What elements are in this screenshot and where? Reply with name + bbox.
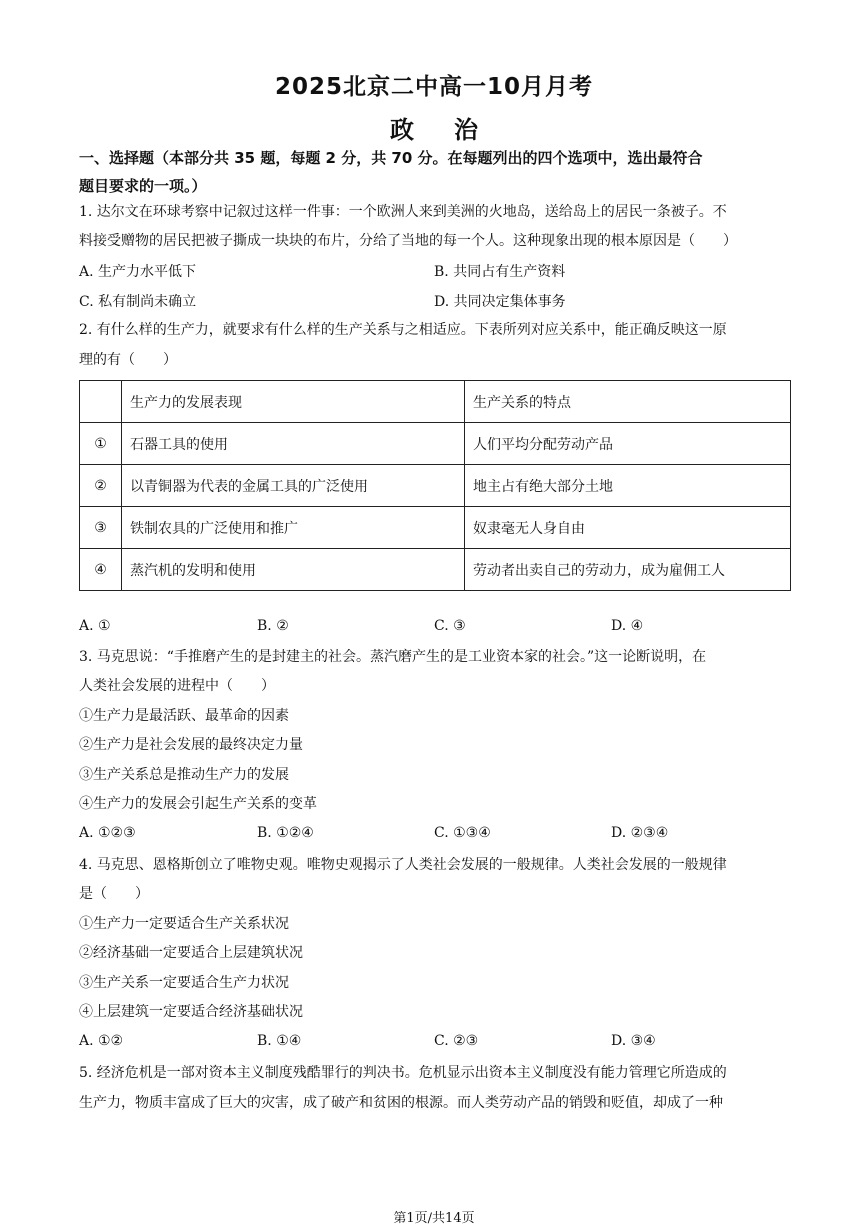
q2-table <box>79 380 791 591</box>
q2-option-c: C. ③ <box>434 618 466 634</box>
table-cell: 蒸汽机的发明和使用 <box>122 549 465 591</box>
q1-option-c: C. 私有制尚未确立 <box>79 294 197 310</box>
table-cell: 以青铜器为代表的金属工具的广泛使用 <box>122 465 465 507</box>
table-cell: ② <box>80 465 122 507</box>
section-heading-line1: 一、选择题（本部分共 35 题，每题 2 分，共 70 分。在每题列出的四个选项中，选出最符合 <box>79 149 703 167</box>
q2-stem-line1: 2. 有什么样的生产力，就要求有什么样的生产关系与之相适应。下表所列对应关系中，能正确反映这一原 <box>79 322 727 338</box>
table-cell: 劳动者出卖自己的劳动力，成为雇佣工人 <box>465 549 791 591</box>
q4-option-c: C. ②③ <box>434 1033 479 1049</box>
q3-item-4: ④生产力的发展会引起生产关系的变革 <box>79 796 317 812</box>
table-row <box>80 465 791 507</box>
q3-item-3: ③生产关系总是推动生产力的发展 <box>79 767 289 783</box>
table-cell: ③ <box>80 507 122 549</box>
exam-subject: 政治 <box>390 116 518 144</box>
q4-item-1: ①生产力一定要适合生产关系状况 <box>79 916 289 932</box>
table-cell: 石器工具的使用 <box>122 423 465 465</box>
q3-item-1: ①生产力是最活跃、最革命的因素 <box>79 708 289 724</box>
table-header-row <box>80 381 791 423</box>
q4-stem-line1: 4. 马克思、恩格斯创立了唯物史观。唯物史观揭示了人类社会发展的一般规律。人类社会发展的一般规律 <box>79 857 727 873</box>
table-cell: ④ <box>80 549 122 591</box>
q1-option-d: D. 共同决定集体事务 <box>434 294 566 310</box>
q4-item-4: ④上层建筑一定要适合经济基础状况 <box>79 1004 303 1020</box>
section-heading-line2: 题目要求的一项。） <box>79 177 207 195</box>
q3-option-a: A. ①②③ <box>79 825 136 841</box>
q3-stem-line2: 人类社会发展的进程中（ ） <box>79 678 275 694</box>
q4-item-2: ②经济基础一定要适合上层建筑状况 <box>79 945 303 961</box>
table-header-cell: 生产关系的特点 <box>465 381 791 423</box>
q4-stem-line2: 是（ ） <box>79 886 149 902</box>
q4-item-3: ③生产关系一定要适合生产力状况 <box>79 975 289 991</box>
q2-option-d: D. ④ <box>611 618 644 634</box>
table-cell: ① <box>80 423 122 465</box>
q3-option-d: D. ②③④ <box>611 825 669 841</box>
q4-option-d: D. ③④ <box>611 1033 656 1049</box>
q3-stem-line1: 3. 马克思说：“手推磨产生的是封建主的社会。蒸汽磨产生的是工业资本家的社会。”这一论断说明，在 <box>79 649 707 665</box>
q2-option-a: A. ① <box>79 618 111 634</box>
q1-stem-line1: 1. 达尔文在环球考察中记叙过这样一件事：一个欧洲人来到美洲的火地岛，送给岛上的居民一条被子。不 <box>79 204 727 220</box>
table-row <box>80 507 791 549</box>
q4-option-a: A. ①② <box>79 1033 124 1049</box>
q3-option-c: C. ①③④ <box>434 825 491 841</box>
table-cell: 地主占有绝大部分土地 <box>465 465 791 507</box>
q2-option-b: B. ② <box>257 618 289 634</box>
table-header-cell <box>80 381 122 423</box>
table-cell: 奴隶毫无人身自由 <box>465 507 791 549</box>
table-header-cell: 生产力的发展表现 <box>122 381 465 423</box>
q3-item-2: ②生产力是社会发展的最终决定力量 <box>79 737 303 753</box>
q5-stem-line2: 生产力，物质丰富成了巨大的灾害，成了破产和贫困的根源。而人类劳动产品的销毁和贬值，却成了一种 <box>79 1095 723 1111</box>
q1-stem-line2: 料接受赠物的居民把被子撕成一块块的布片，分给了当地的每一个人。这种现象出现的根本原因是（ ） <box>79 233 737 249</box>
page-footer: 第1页/共14页 <box>393 1211 475 1226</box>
q1-option-b: B. 共同占有生产资料 <box>434 264 566 280</box>
q3-option-b: B. ①②④ <box>257 825 314 841</box>
exam-title: 2025北京二中高一10月月考 <box>274 74 594 100</box>
table-row <box>80 423 791 465</box>
q4-option-b: B. ①④ <box>257 1033 302 1049</box>
q5-stem-line1: 5. 经济危机是一部对资本主义制度残酷罪行的判决书。危机显示出资本主义制度没有能力管理它所造成的 <box>79 1065 727 1081</box>
table-row <box>80 549 791 591</box>
q1-option-a: A. 生产力水平低下 <box>79 264 197 280</box>
table-cell: 人们平均分配劳动产品 <box>465 423 791 465</box>
table-cell: 铁制农具的广泛使用和推广 <box>122 507 465 549</box>
q2-stem-line2: 理的有（ ） <box>79 352 177 368</box>
